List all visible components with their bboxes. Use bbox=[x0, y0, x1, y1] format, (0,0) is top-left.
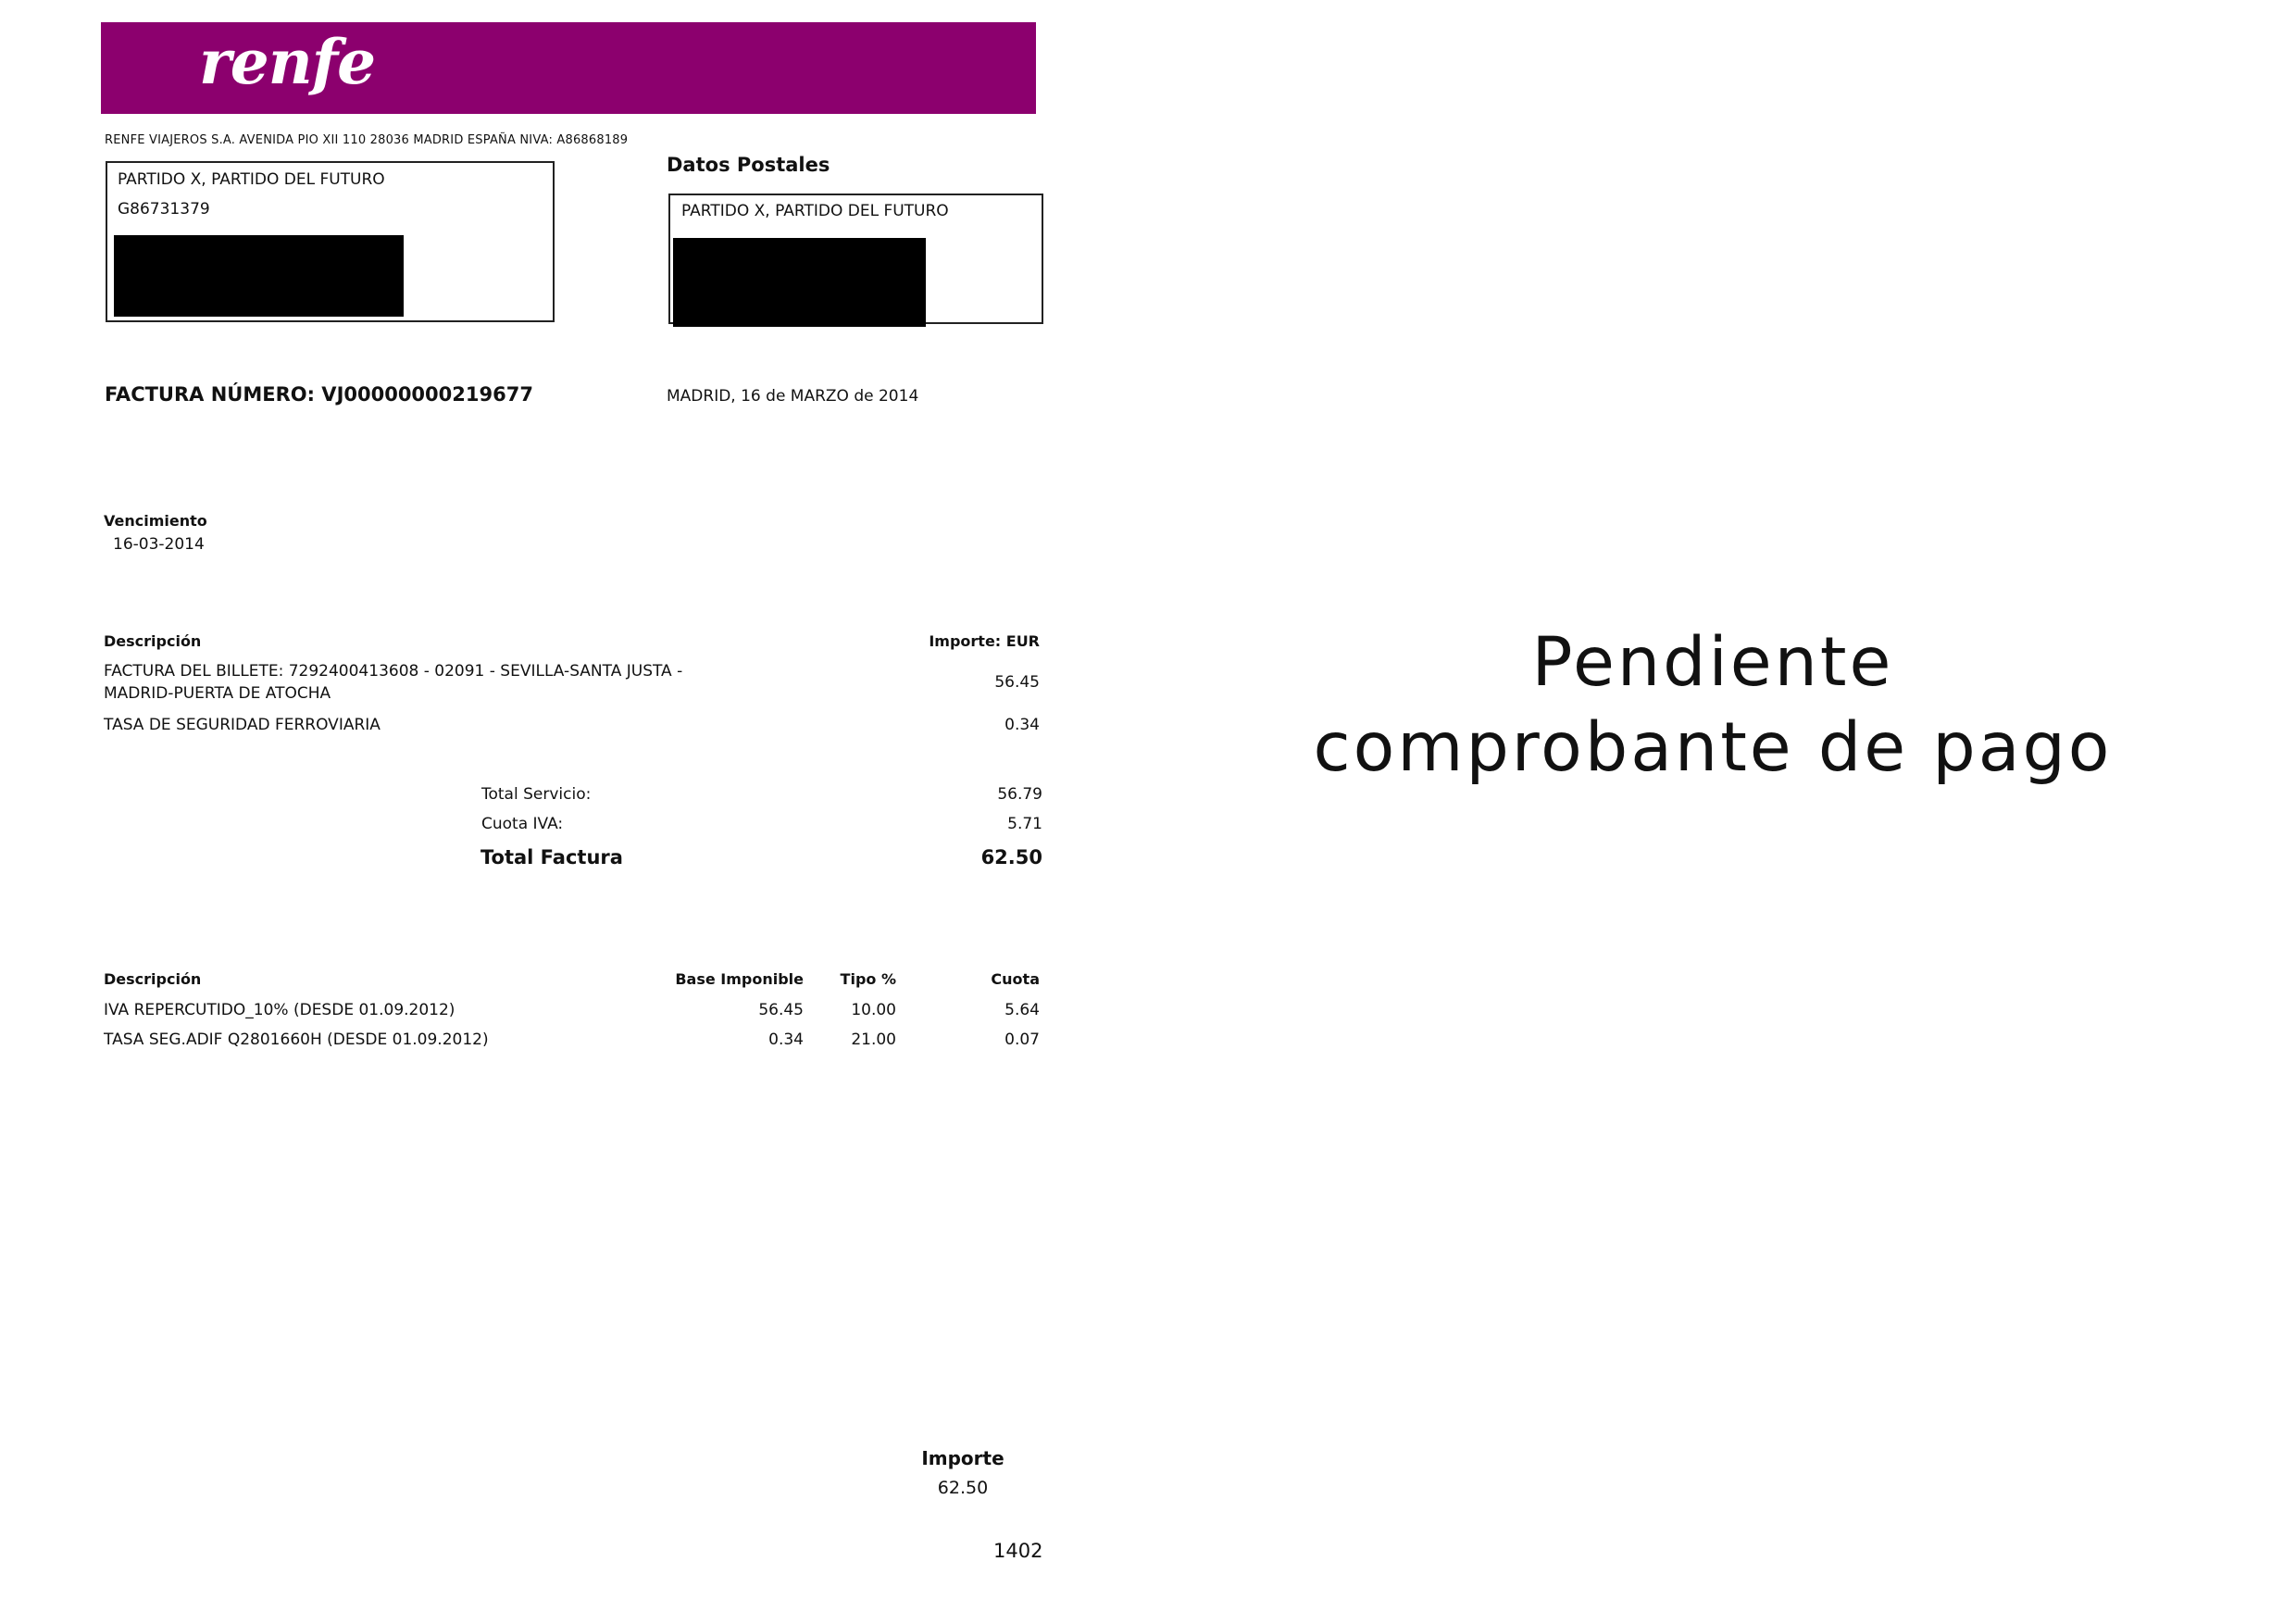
postal-box bbox=[668, 194, 1043, 324]
tax-row-base: 56.45 bbox=[758, 1001, 804, 1019]
importe-label: Importe bbox=[921, 1447, 1004, 1469]
page-number: 1402 bbox=[993, 1540, 1043, 1562]
due-label: Vencimiento bbox=[104, 512, 207, 530]
pending-note-line1: Pendiente bbox=[1531, 623, 1894, 702]
tax-row-quota: 0.07 bbox=[1004, 1031, 1040, 1049]
tax-row-desc: IVA REPERCUTIDO_10% (DESDE 01.09.2012) bbox=[104, 1001, 455, 1019]
lines-desc-header: Descripción bbox=[104, 632, 202, 650]
tax-base-header: Base Imponible bbox=[675, 970, 804, 988]
due-date: 16-03-2014 bbox=[113, 535, 205, 554]
client-tax-id: G86731379 bbox=[118, 200, 210, 219]
invoice-date: MADRID, 16 de MARZO de 2014 bbox=[667, 387, 919, 406]
tax-desc-header: Descripción bbox=[104, 970, 202, 988]
redaction-block bbox=[114, 235, 404, 317]
line-item-desc: MADRID-PUERTA DE ATOCHA bbox=[104, 684, 331, 703]
client-name: PARTIDO X, PARTIDO DEL FUTURO bbox=[118, 170, 385, 189]
total-service-label: Total Servicio: bbox=[481, 785, 592, 804]
line-item-desc: TASA DE SEGURIDAD FERROVIARIA bbox=[104, 716, 381, 734]
tax-row-desc: TASA SEG.ADIF Q2801660H (DESDE 01.09.2012) bbox=[104, 1031, 489, 1049]
tax-row-base: 0.34 bbox=[768, 1031, 804, 1049]
client-box bbox=[106, 161, 555, 322]
pending-note-line2: comprobante de pago bbox=[1313, 708, 2113, 787]
postal-name: PARTIDO X, PARTIDO DEL FUTURO bbox=[681, 202, 949, 220]
tax-row-rate: 10.00 bbox=[851, 1001, 896, 1019]
line-item-desc: FACTURA DEL BILLETE: 7292400413608 - 02091 - SEVILLA-SANTA JUSTA - bbox=[104, 662, 683, 681]
total-invoice-value: 62.50 bbox=[980, 846, 1042, 868]
redaction-block bbox=[673, 238, 926, 327]
total-invoice-label: Total Factura bbox=[480, 846, 623, 868]
tax-rate-header: Tipo % bbox=[840, 970, 896, 988]
iva-value: 5.71 bbox=[1007, 815, 1042, 833]
pending-payment-note bbox=[1296, 620, 2129, 791]
lines-amount-header: Importe: EUR bbox=[929, 632, 1040, 650]
importe-value: 62.50 bbox=[937, 1478, 989, 1498]
tax-quota-header: Cuota bbox=[991, 970, 1040, 988]
total-service-value: 56.79 bbox=[997, 785, 1042, 804]
line-item-amount: 56.45 bbox=[994, 673, 1040, 692]
iva-label: Cuota IVA: bbox=[481, 815, 564, 833]
tax-row-quota: 5.64 bbox=[1004, 1001, 1040, 1019]
line-item-amount: 0.34 bbox=[1004, 716, 1040, 734]
tax-row-rate: 21.00 bbox=[851, 1031, 896, 1049]
postal-heading: Datos Postales bbox=[667, 154, 830, 176]
company-info: RENFE VIAJEROS S.A. AVENIDA PIO XII 110 28036 MADRID ESPAÑA NIVA: A86868189 bbox=[105, 133, 629, 147]
invoice-number: FACTURA NÚMERO: VJ00000000219677 bbox=[105, 383, 533, 406]
renfe-logo: renfe bbox=[199, 26, 376, 98]
